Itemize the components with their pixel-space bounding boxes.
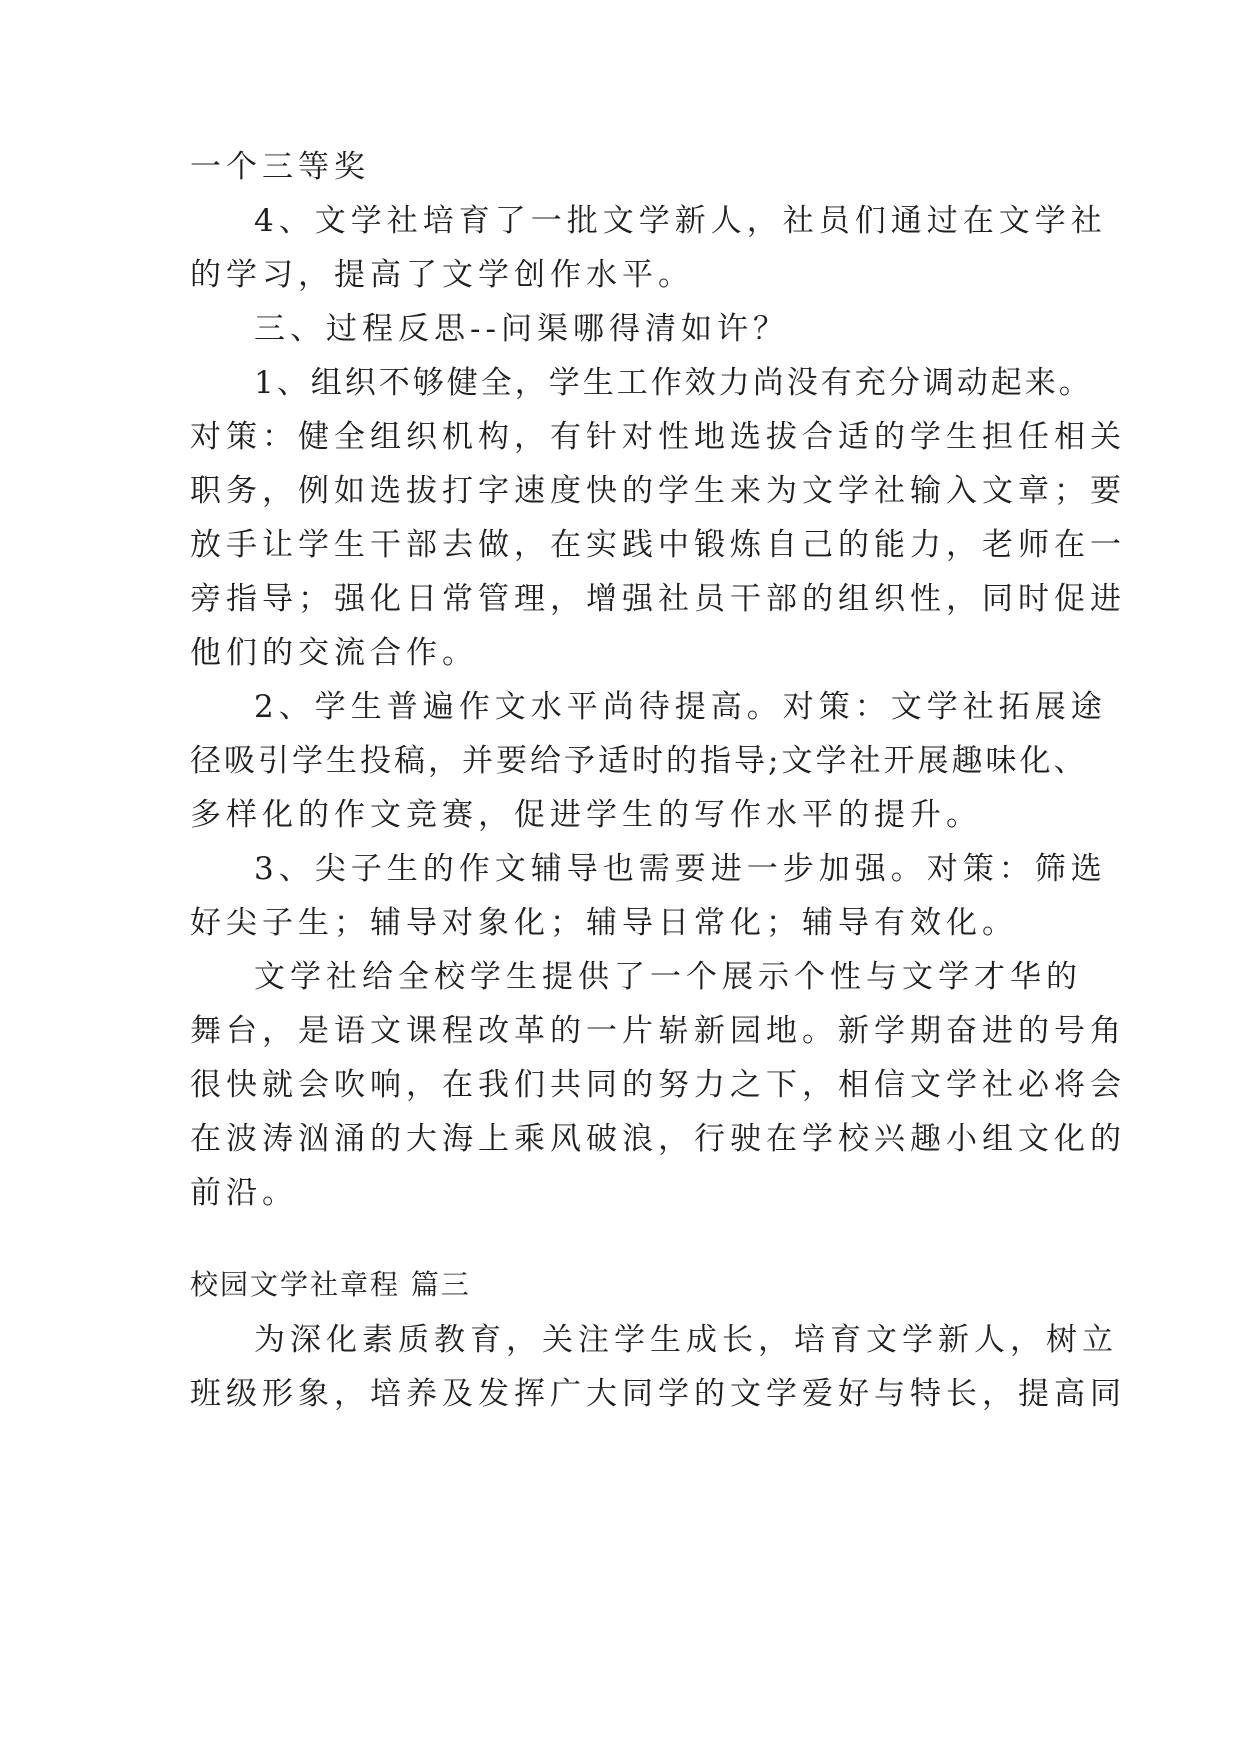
text-line: 班级形象，培养及发挥广大同学的文学爱好与特长，提高同 (190, 1376, 1126, 1412)
text-line: 文学社给全校学生提供了一个展示个性与文学才华的 (254, 959, 1082, 995)
text-line: 对策：健全组织机构，有针对性地选拔合适的学生担任相关 (190, 419, 1126, 455)
text-line: 职务，例如选拔打字速度快的学生来为文学社输入文章；要 (190, 473, 1126, 509)
text-line: 径吸引学生投稿，并要给予适时的指导;文学社开展趣味化、 (190, 743, 1088, 779)
section-title: 校园文学社章程 篇三 (190, 1268, 471, 1301)
text-line: 好尖子生；辅导对象化；辅导日常化；辅导有效化。 (190, 905, 1018, 941)
text-line: 的学习，提高了文学创作水平。 (190, 257, 694, 293)
section-heading: 三、过程反思--问渠哪得清如许？ (254, 311, 789, 347)
text-line: 1、组织不够健全，学生工作效力尚没有充分调动起来。 (254, 365, 1093, 401)
text-line: 多样化的作文竞赛，促进学生的写作水平的提升。 (190, 797, 982, 833)
text-line: 前沿。 (190, 1175, 298, 1211)
text-line: 很快就会吹响，在我们共同的努力之下，相信文学社必将会 (190, 1067, 1126, 1103)
text-line: 为深化素质教育，关注学生成长，培育文学新人，树立 (254, 1322, 1118, 1358)
text-line: 3、尖子生的作文辅导也需要进一步加强。对策：筛选 (254, 851, 1107, 887)
text-line: 他们的交流合作。 (190, 635, 478, 671)
text-line: 在波涛汹涌的大海上乘风破浪，行驶在学校兴趣小组文化的 (190, 1121, 1126, 1157)
text-line: 放手让学生干部去做，在实践中锻炼自己的能力，老师在一 (190, 527, 1126, 563)
text-line: 舞台，是语文课程改革的一片崭新园地。新学期奋进的号角 (190, 1013, 1126, 1049)
text-line: 4、文学社培育了一批文学新人，社员们通过在文学社 (254, 203, 1107, 239)
text-line: 旁指导；强化日常管理，增强社员干部的组织性，同时促进 (190, 581, 1126, 617)
text-line: 一个三等奖 (190, 149, 370, 185)
text-line: 2、学生普遍作文水平尚待提高。对策：文学社拓展途 (254, 689, 1107, 725)
